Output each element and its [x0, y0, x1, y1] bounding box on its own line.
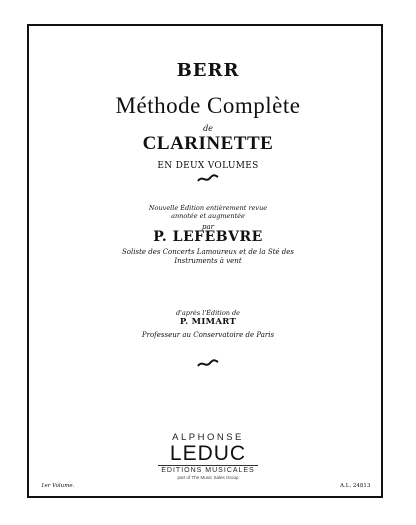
edition-note-line1: Nouvelle Édition entièrement revue: [148, 204, 268, 212]
after-edition-label: d'après l'Édition de: [175, 309, 241, 317]
by-label: par: [201, 223, 214, 231]
publisher-logo-main: LEDUC: [169, 442, 247, 465]
publisher-logo: [156, 432, 260, 480]
title-connector: de: [203, 124, 213, 133]
publisher-logo-subtitle: ÉDITIONS MUSICALES: [161, 467, 255, 474]
reviser-name: P. MIMART: [179, 317, 237, 327]
composer-name: BERR: [176, 60, 240, 81]
work-title: Méthode Complète: [115, 93, 301, 118]
volumes-note: EN DEUX VOLUMES: [157, 161, 259, 171]
publisher-group-note: part of The Music Sales Group: [177, 475, 239, 480]
logo-divider: [158, 465, 258, 466]
editor-description-line2: Instruments à vent: [174, 257, 242, 265]
edition-note-line2: annotée et augmentée: [171, 212, 245, 220]
editor-name: P. LEFEBVRE: [153, 229, 263, 245]
instrument-name: CLARINETTE: [142, 133, 274, 154]
swash-flourish-icon: [197, 174, 219, 184]
volume-label: 1er Volume.: [41, 483, 75, 489]
catalog-code: A.L. 24813: [340, 483, 371, 489]
swash-flourish-icon: [197, 359, 219, 369]
editor-description-line1: Soliste des Concerts Lamoureux et de la Sté des: [121, 248, 295, 256]
publisher-logo-top: ALPHONSE: [172, 432, 244, 443]
reviser-description: Professeur au Conservatoire de Paris: [141, 331, 275, 339]
